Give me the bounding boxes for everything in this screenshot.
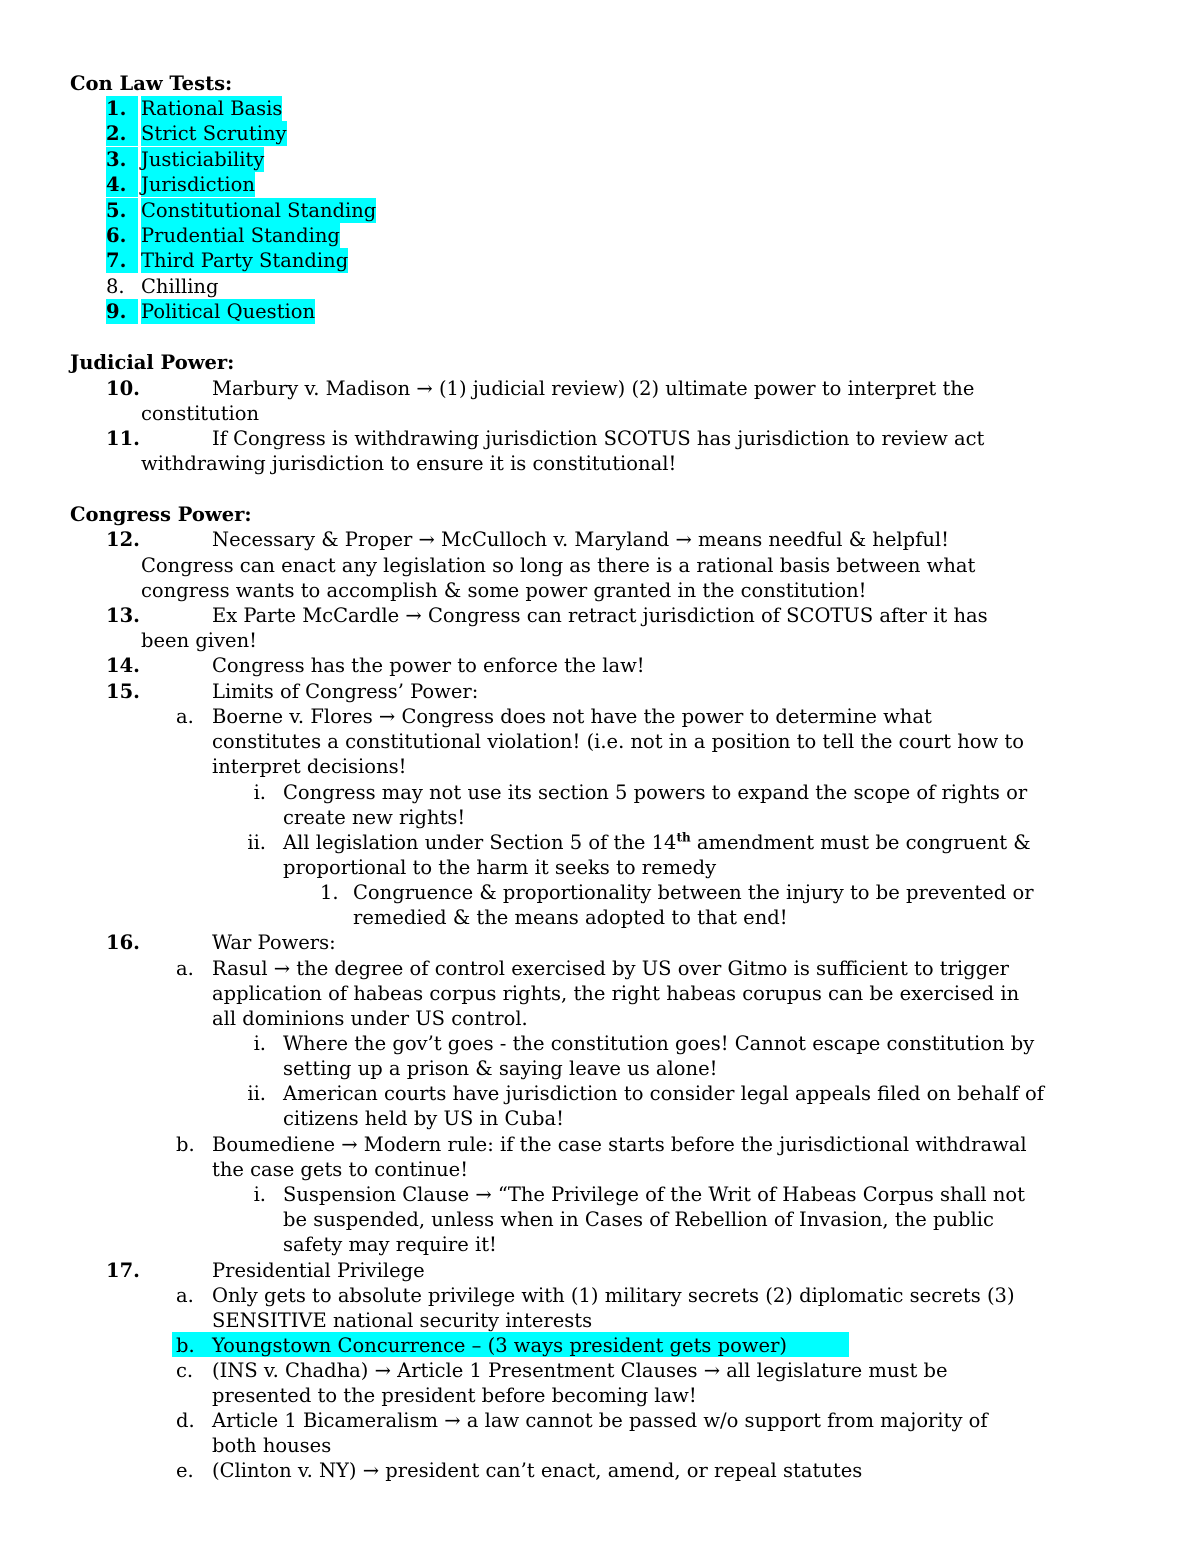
subitem-letter: d.	[176, 1409, 195, 1432]
item-number: 16.	[106, 931, 140, 954]
subitem-letter: b.	[176, 1133, 195, 1156]
item-text: Congress has the power to enforce the law!	[212, 654, 645, 677]
tests-heading: Con Law Tests:	[70, 72, 233, 95]
item-number: 11.	[106, 427, 140, 450]
roman-text: Where the gov’t goes - the constitution goes! Cannot escape constitution by	[283, 1032, 1035, 1055]
roman-number: i.	[253, 781, 266, 804]
item-number: 12.	[106, 528, 140, 551]
item-text: congress wants to accomplish & some power granted in the constitution!	[141, 579, 867, 602]
roman-number: i.	[253, 1183, 266, 1206]
subitem-text: application of habeas corpus rights, the right habeas corupus can be exercised in	[212, 982, 1020, 1005]
item-number: 15.	[106, 680, 140, 703]
subitem-text: constitutes a constitutional violation! (i.e. not in a position to tell the court how to	[212, 730, 1024, 753]
roman-number: ii.	[247, 831, 266, 854]
item-number: 13.	[106, 604, 140, 627]
subitem-letter: b.	[176, 1334, 195, 1357]
subitem-text: Boumediene → Modern rule: if the case starts before the jurisdictional withdrawal	[212, 1133, 1027, 1156]
subitem-text: the case gets to continue!	[212, 1158, 469, 1181]
item-text: Presidential Privilege	[212, 1259, 425, 1282]
number-text: remedied & the means adopted to that end!	[353, 906, 788, 929]
item-text: War Powers:	[212, 931, 336, 954]
item-number: 10.	[106, 377, 140, 400]
subitem-letter: a.	[176, 1284, 194, 1307]
document-page: Con Law Tests: 1. Rational Basis 2. Strict Scrutiny 3. Justiciability 4. Jurisdiction 5. Constitutional Standing 6. Prudential Standing 7. Third Party Standing 8. Chilling 9. Political Question Judicial Power: 10. Marbury v. Madison → (1) judicial review) (2) ultimate power to interpret the constitution 11. If Congress is withdrawing jurisdiction SCOTUS has jurisdiction to review act withdrawing jurisdiction to ensure it is constitutional! Congress Power: 12. Necessary & Proper → McCulloch v. Maryland → means needful & helpful! Congress can enact any legislation so long as there is a rational basis between what congress wants to accomplish & some power granted in the constitution! 13. Ex Parte McCardle → Congress can retract jurisdiction of SCOTUS after it has been given! 14. Congress has the power to enforce the law! 15. Limits of Congress’ Power: a. Boerne v. Flores → Congress does not have the power to determine what constitutes a constitutional violation! (i.e. not in a position to tell the court how to interpret decisions! i. Congress may not use its section 5 powers to expand the scope of rights or create new rights! ii. All legislation under Section 5 of the 14th amendment must be congruent & proportional to the harm it seeks to remedy 1. Congruence & proportionality between the injury to be prevented or remedied & the means adopted to that end! 16. War Powers: a. Rasul → the degree of control exercised by US over Gitmo is sufficient to trigger application of habeas corpus rights, the right habeas corupus can be exercised in all dominions under US control. i. Where the gov’t goes - the constitution goes! Cannot escape constitution by setting up a prison & saying leave us alone! ii. American courts have jurisdiction to consider legal appeals filed on behalf of citizens held by US in Cuba! b. Boumediene → Modern rule: if the case starts before the jurisdictional withdrawal the case gets to continue! i. Suspension Clause → “The Privilege of the Writ of Habeas Corpus shall not be suspended, unless when in Cases of Rebellion of Invasion, the public safety may require it! 17. Presidential Privilege a. Only gets to absolute privilege with (1) military secrets (2) diplomatic secrets (3) SENSITIVE national security interests b. Youngstown Concurrence – (3 ways president gets power) c. (INS v. Chadha) → Article 1 Presentment Clauses → all legislature must be presented to the president before becoming law! d. Article 1 Bicameralism → a law cannot be passed w/o support from majority of both houses e. (Clinton v. NY) → president can’t enact, amend, or repeal statutes	[70, 72, 1044, 1482]
subitem-letter: e.	[176, 1459, 194, 1482]
subitem-text: both houses	[212, 1434, 332, 1457]
judicial-heading: Judicial Power:	[70, 351, 235, 374]
subitem-text: Rasul → the degree of control exercised by US over Gitmo is sufficient to trigger	[212, 957, 1009, 980]
item-number: 14.	[106, 654, 140, 677]
congress-heading: Congress Power:	[70, 503, 252, 526]
roman-text: Suspension Clause → “The Privilege of the Writ of Habeas Corpus shall not	[283, 1183, 1025, 1206]
item-text: been given!	[141, 629, 257, 652]
number-marker: 1.	[320, 881, 339, 904]
subitem-text: (Clinton v. NY) → president can’t enact, amend, or repeal statutes	[212, 1459, 863, 1482]
item-text: constitution	[141, 402, 260, 425]
roman-text: Congress may not use its section 5 powers to expand the scope of rights or	[283, 781, 1028, 804]
subitem-text: Only gets to absolute privilege with (1) military secrets (2) diplomatic secrets (3)	[212, 1284, 1015, 1307]
subitem-text: Article 1 Bicameralism → a law cannot be passed w/o support from majority of	[212, 1409, 988, 1432]
item-text: If Congress is withdrawing jurisdiction SCOTUS has jurisdiction to review act	[212, 427, 985, 450]
roman-text: be suspended, unless when in Cases of Rebellion of Invasion, the public	[283, 1208, 994, 1231]
item-text: withdrawing jurisdiction to ensure it is constitutional!	[141, 452, 677, 475]
roman-number: i.	[253, 1032, 266, 1055]
roman-number: ii.	[247, 1082, 266, 1105]
roman-text: proportional to the harm it seeks to remedy	[283, 856, 717, 879]
subitem-text: interpret decisions!	[212, 755, 407, 778]
item-text: Ex Parte McCardle → Congress can retract jurisdiction of SCOTUS after it has	[212, 604, 988, 627]
item-text: Marbury v. Madison → (1) judicial review) (2) ultimate power to interpret the	[212, 377, 975, 400]
subitem-text: Youngstown Concurrence – (3 ways president gets power)	[212, 1334, 788, 1357]
item-text: Congress can enact any legislation so long as there is a rational basis between what	[141, 554, 976, 577]
item-text: Limits of Congress’ Power:	[212, 680, 479, 703]
subitem-text: all dominions under US control.	[212, 1007, 528, 1030]
roman-text: setting up a prison & saying leave us alone!	[283, 1057, 718, 1080]
subitem-letter: a.	[176, 705, 194, 728]
subitem-text: SENSITIVE national security interests	[212, 1309, 593, 1332]
roman-text: safety may require it!	[283, 1233, 497, 1256]
roman-text: create new rights!	[283, 806, 466, 829]
subitem-text: presented to the president before becoming law!	[212, 1384, 697, 1407]
subitem-text: Boerne v. Flores → Congress does not have the power to determine what	[212, 705, 932, 728]
item-number: 17.	[106, 1259, 140, 1282]
subitem-letter: a.	[176, 957, 194, 980]
roman-text: American courts have jurisdiction to consider legal appeals filed on behalf of	[283, 1082, 1044, 1105]
roman-text: All legislation under Section 5 of the 14th amendment must be congruent &	[283, 830, 1031, 854]
subitem-letter: c.	[176, 1359, 194, 1382]
item-text: Necessary & Proper → McCulloch v. Maryland → means needful & helpful!	[212, 528, 949, 551]
number-text: Congruence & proportionality between the injury to be prevented or	[353, 881, 1034, 904]
subitem-text: (INS v. Chadha) → Article 1 Presentment Clauses → all legislature must be	[212, 1359, 948, 1382]
roman-text: citizens held by US in Cuba!	[283, 1107, 564, 1130]
